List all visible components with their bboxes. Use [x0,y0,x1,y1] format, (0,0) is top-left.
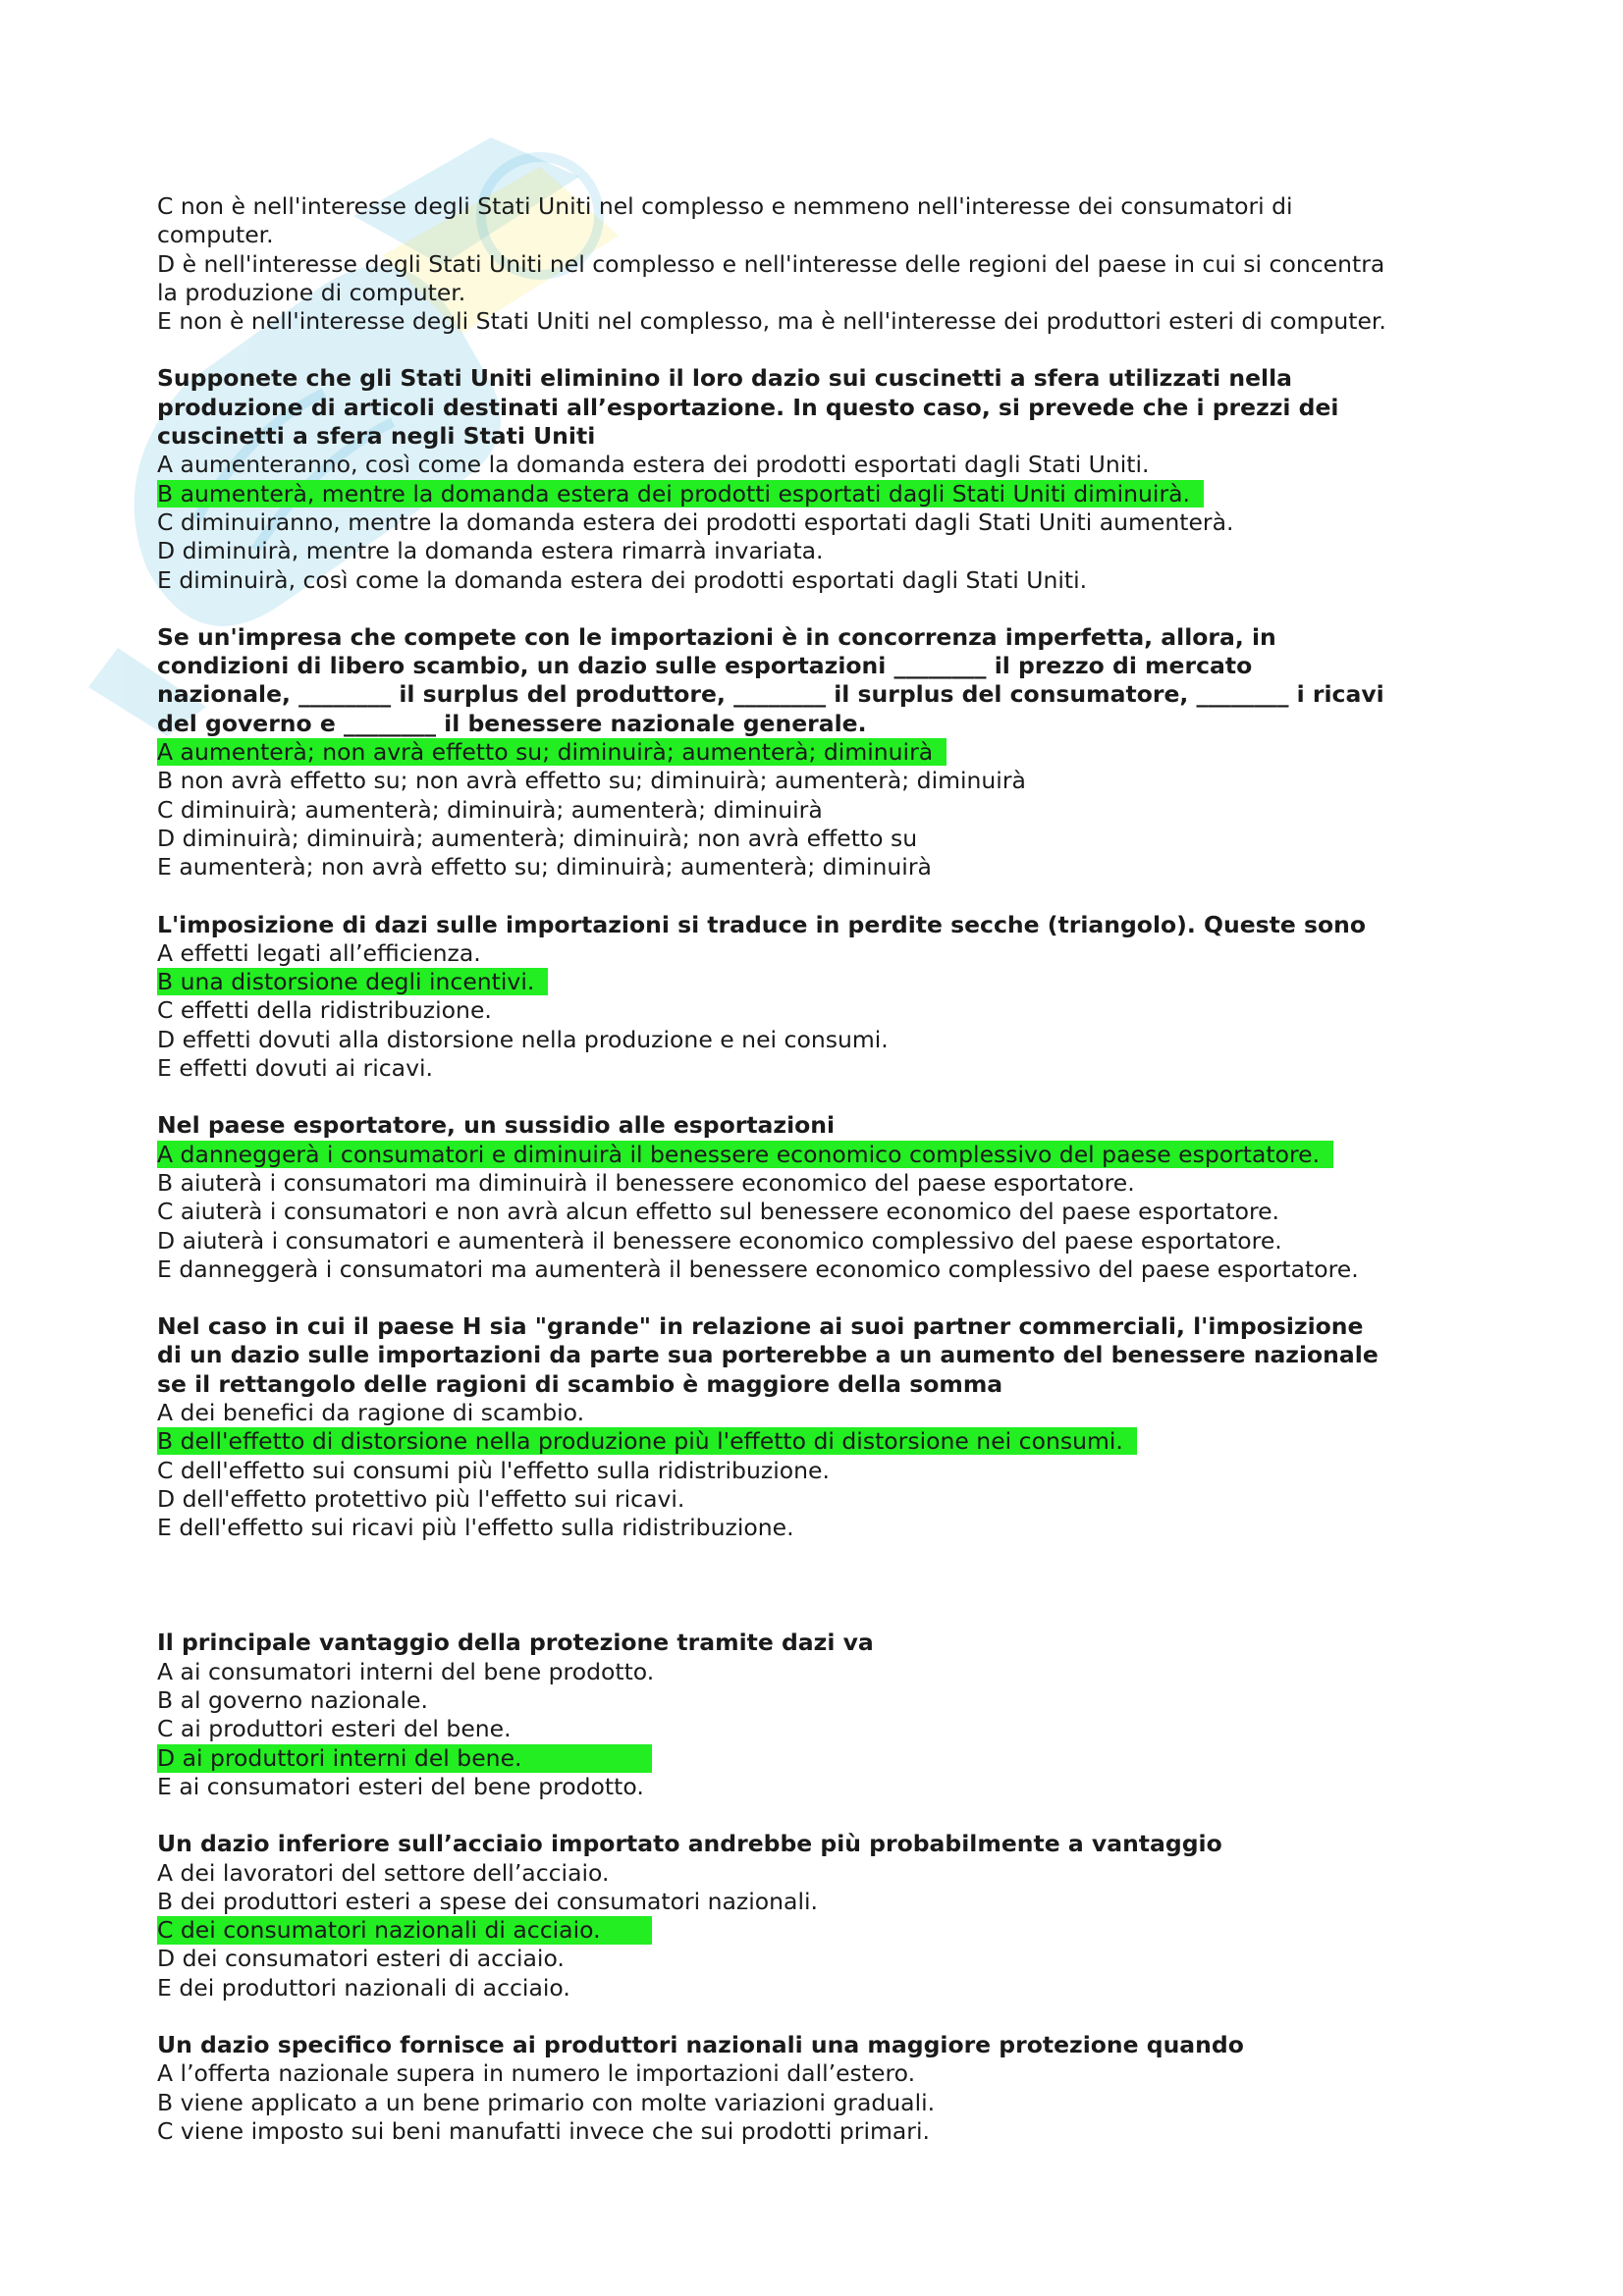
question-text: condizioni di libero scambio, un dazio sulle esportazioni ________ il prezzo di mercato [157,652,1253,680]
answer-option-highlighted: A danneggerà i consumatori e diminuirà il benessere economico complessivo del paese esportatore. [157,1141,1333,1168]
answer-option: D aiuterà i consumatori e aumenterà il benessere economico complessivo del paese esportatore. [157,1226,1282,1255]
question-block [157,2031,1492,2146]
answer-option: B dei produttori esteri a spese dei consumatori nazionali. [157,1887,818,1915]
answer-option: C diminuiranno, mentre la domanda estera dei prodotti esportati dagli Stati Uniti aumenterà. [157,507,1234,536]
answer-option: B viene applicato a un bene primario con molte variazioni graduali. [157,2088,936,2116]
answer-option-highlighted: B una distorsione degli incentivi. [157,968,548,995]
answer-option-highlighted: B aumenterà, mentre la domanda estera dei prodotti esportati dagli Stati Uniti diminuirà. [157,480,1204,507]
question-block [157,1111,1492,1284]
document-content [157,192,1492,2146]
question-text: Un dazio specifico fornisce ai produttori nazionali una maggiore protezione quando [157,2031,1244,2059]
answer-option: C ai produttori esteri del bene. [157,1715,512,1743]
answer-option: A dei benefici da ragione di scambio. [157,1398,585,1426]
question-text: L'imposizione di dazi sulle importazioni si traduce in perdite secche (triangolo). Queste sono [157,910,1366,938]
answer-option: A dei lavoratori del settore dell’acciaio. [157,1858,610,1887]
question-block [157,1312,1492,1542]
question-text: produzione di articoli destinati all’esportazione. In questo caso, si prevede che i prezzi dei [157,393,1339,421]
intro-line: computer. [157,221,274,249]
answer-option: A l’offerta nazionale supera in numero le importazioni dall’estero. [157,2059,916,2088]
question-block [157,911,1492,1084]
question-text: nazionale, ________ il surplus del produttore, ________ il surplus del consumatore, ________ i ricavi [157,680,1384,709]
answer-option: E dell'effetto sui ricavi più l'effetto sulla ridistribuzione. [157,1514,794,1542]
answer-option: E dei produttori nazionali di acciaio. [157,1973,570,2002]
answer-option: E aumenterà; non avrà effetto su; diminuirà; aumenterà; diminuirà [157,853,932,881]
answer-option: C aiuterà i consumatori e non avrà alcun effetto sul benessere economico del paese esportatore. [157,1198,1280,1226]
question-text: Nel caso in cui il paese H sia "grande" in relazione ai suoi partner commerciali, l'imposizione [157,1312,1364,1341]
answer-option-highlighted: C dei consumatori nazionali di acciaio. [157,1916,652,1945]
answer-option: A aumenteranno, così come la domanda estera dei prodotti esportati dagli Stati Uniti. [157,451,1150,479]
question-text: Il principale vantaggio della protezione tramite dazi va [157,1629,874,1657]
answer-option-highlighted: B dell'effetto di distorsione nella produzione più l'effetto di distorsione nei consumi. [157,1427,1137,1455]
answer-option: B al governo nazionale. [157,1686,428,1715]
question-text: se il rettangolo delle ragioni di scambio è maggiore della somma [157,1369,1003,1398]
question-block [157,1830,1492,2002]
answer-option: E ai consumatori esteri del bene prodotto. [157,1772,644,1800]
answer-option: E danneggerà i consumatori ma aumenterà il benessere economico complessivo del paese esportatore. [157,1255,1359,1283]
answer-option: C dell'effetto sui consumi più l'effetto sulla ridistribuzione. [157,1456,830,1484]
question-block [157,1629,1492,1801]
answer-option: D effetti dovuti alla distorsione nella produzione e nei consumi. [157,1025,889,1053]
intro-options [157,192,1492,336]
question-text: di un dazio sulle importazioni da parte sua porterebbe a un aumento del benessere nazionale [157,1341,1379,1369]
intro-line: C non è nell'interesse degli Stati Uniti nel complesso e nemmeno nell'interesse dei consumatori di [157,192,1293,220]
answer-option: D diminuirà, mentre la domanda estera rimarrà invariata. [157,537,824,565]
answer-option: C effetti della ridistribuzione. [157,996,492,1025]
question-block [157,364,1492,594]
answer-option: D dell'effetto protettivo più l'effetto sui ricavi. [157,1484,685,1513]
question-text: Se un'impresa che compete con le importazioni è in concorrenza imperfetta, allora, in [157,622,1276,651]
answer-option: A ai consumatori interni del bene prodotto. [157,1657,655,1685]
intro-line: la produzione di computer. [157,278,466,306]
intro-line: D è nell'interesse degli Stati Uniti nel complesso e nell'interesse delle regioni del paese in cui si concentra [157,249,1385,278]
answer-option-highlighted: D ai produttori interni del bene. [157,1744,652,1773]
question-text: Supponete che gli Stati Uniti eliminino il loro dazio sui cuscinetti a sfera utilizzati nella [157,364,1292,393]
answer-option: D dei consumatori esteri di acciaio. [157,1945,565,1973]
answer-option: D diminuirà; diminuirà; aumenterà; diminuirà; non avrà effetto su [157,824,918,852]
answer-option: B aiuterà i consumatori ma diminuirà il benessere economico del paese esportatore. [157,1168,1135,1197]
answer-option: A effetti legati all’efficienza. [157,938,481,967]
question-text: Un dazio inferiore sull’acciaio importato andrebbe più probabilmente a vantaggio [157,1830,1222,1858]
question-block [157,623,1492,882]
answer-option: C diminuirà; aumenterà; diminuirà; aumenterà; diminuirà [157,795,823,824]
answer-option: B non avrà effetto su; non avrà effetto su; diminuirà; aumenterà; diminuirà [157,767,1026,795]
answer-option-highlighted: A aumenterà; non avrà effetto su; diminuirà; aumenterà; diminuirà [157,738,947,766]
answer-option: E effetti dovuti ai ricavi. [157,1054,433,1083]
answer-option: E diminuirà, così come la domanda estera dei prodotti esportati dagli Stati Uniti. [157,565,1088,594]
intro-line: E non è nell'interesse degli Stati Uniti nel complesso, ma è nell'interesse dei produttori esteri di computer. [157,307,1386,336]
question-text: Nel paese esportatore, un sussidio alle esportazioni [157,1111,836,1140]
question-text: del governo e ________ il benessere nazionale generale. [157,709,867,737]
question-text: cuscinetti a sfera negli Stati Uniti [157,422,596,451]
answer-option: C viene imposto sui beni manufatti invece che sui prodotti primari. [157,2116,930,2145]
